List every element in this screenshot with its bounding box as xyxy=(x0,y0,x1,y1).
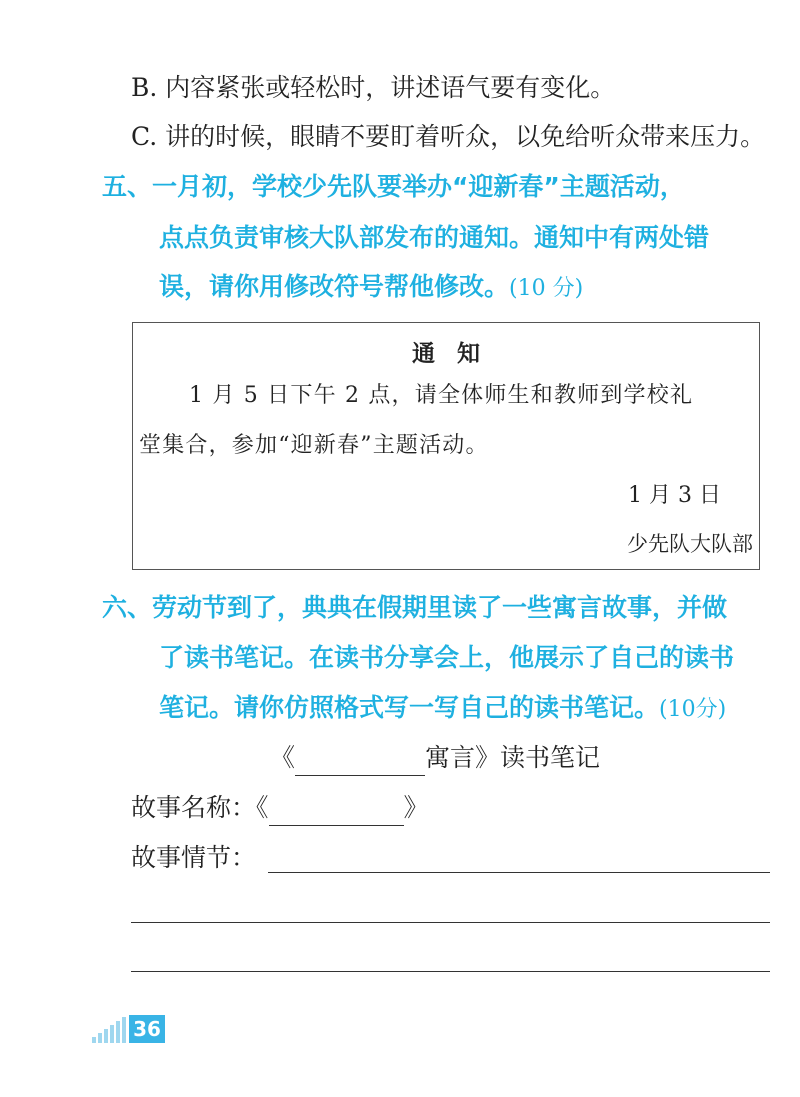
fable-title-blank[interactable] xyxy=(295,749,425,776)
plot-label: 故事情节： xyxy=(131,843,257,872)
notice-box xyxy=(132,322,760,570)
story-name-close: 》 xyxy=(403,793,429,822)
notes-heading xyxy=(270,740,600,776)
page-number: 36 xyxy=(129,1015,165,1043)
q6-line3-text: 笔记。请你仿照格式写一写自己的读书笔记。 xyxy=(159,693,660,722)
notice-signature: 少先队大队部 xyxy=(627,532,753,556)
notice-title: 通知 xyxy=(412,340,502,367)
notes-heading-open: 《 xyxy=(270,743,296,772)
q5-line3 xyxy=(159,269,583,307)
plot-answer-line-1[interactable] xyxy=(268,872,770,873)
story-name-label: 故事名称：《 xyxy=(131,793,269,822)
q6-line3 xyxy=(159,690,726,728)
notice-date: 1 月 3 日 xyxy=(628,483,721,508)
q6-line1: 六、劳动节到了，典典在假期里读了一些寓言故事，并做 xyxy=(102,593,728,622)
option-b: B. 内容紧张或轻松时，讲述语气要有变化。 xyxy=(131,73,616,102)
q5-line1: 五、一月初，学校少先队要举办“迎新春”主题活动， xyxy=(102,172,685,201)
q5-line2: 点点负责审核大队部发布的通知。通知中有两处错 xyxy=(159,223,710,252)
notice-body-line1: 1 月 5 日下午 2 点，请全体师生和教师到学校礼 xyxy=(189,383,694,408)
plot-answer-line-3[interactable] xyxy=(131,971,770,972)
story-name-blank[interactable] xyxy=(269,799,404,826)
q5-line3-text: 误，请你用修改符号帮他修改。 xyxy=(159,272,510,301)
plot-answer-line-2[interactable] xyxy=(131,922,770,923)
notice-body-line2: 堂集合，参加“迎新春”主题活动。 xyxy=(139,433,489,458)
option-c: C. 讲的时候，眼睛不要盯着听众，以免给听众带来压力。 xyxy=(131,122,766,151)
signal-bars-icon xyxy=(92,1017,126,1043)
page-footer xyxy=(92,1013,165,1043)
story-name-row xyxy=(131,790,429,826)
q6-score: (10分) xyxy=(659,697,727,722)
notes-heading-close: 寓言》读书笔记 xyxy=(425,743,601,772)
q6-line2: 了读书笔记。在读书分享会上，他展示了自己的读书 xyxy=(159,643,735,672)
q5-score: (10 分) xyxy=(509,276,584,301)
